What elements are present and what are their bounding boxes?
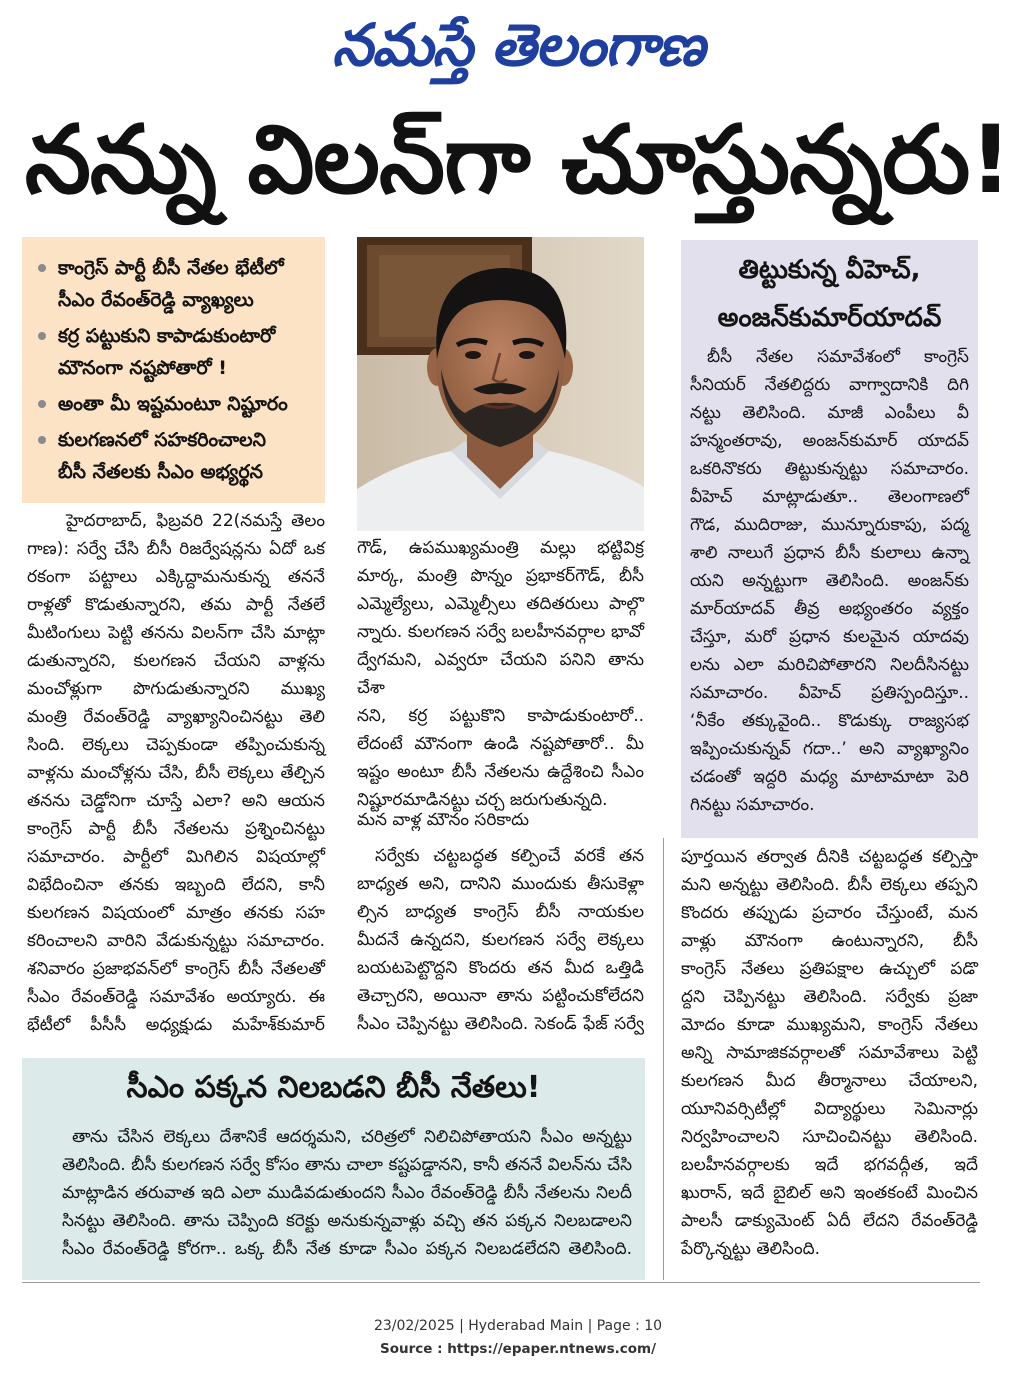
sidebar-body — [681, 342, 978, 819]
sidebar-line: లను ఎలా మరిచిపోతారని నిలదీసినట్టు — [690, 655, 969, 675]
story-line: సర్వేకు చట్టబద్ధత కల్పించే వరకే తన — [375, 846, 644, 866]
story-line: పేర్కొన్నట్టు తెలిసింది. — [681, 1239, 820, 1259]
highlight-text — [58, 424, 313, 488]
story-line: సీఎం చెప్పినట్టు తెలిసింది. సెకండ్ ఫేజ్ సర్వే — [357, 1014, 644, 1034]
story-line: ఇష్టం అంటూ బీసీ నేతలను ఉద్దేశించి సీఎం — [357, 762, 644, 782]
story-line: మంత్రి రేవంత్‌రెడ్డి వ్యాఖ్యానించినట్టు తెలి — [27, 707, 325, 727]
bullet-icon — [38, 264, 46, 272]
story-line: గాణ): సర్వే చేసి బీసీ రిజర్వేషన్లను ఏదో ఒక — [27, 539, 325, 559]
masthead — [0, 2, 1036, 88]
story-line: కాంగ్రెస్ పార్టీ బీసీ నేతలను ప్రశ్నించినట్టు — [27, 819, 325, 839]
highlight-line: కర్ర పట్టుకుని కాపాడుకుంటారో — [58, 325, 276, 347]
sidebar-heading — [681, 240, 978, 342]
highlight-line: కాంగ్రెస్ పార్టీ బీసీ నేతల భేటీలో — [58, 257, 284, 279]
story-line: కొందరు తప్పుడు ప్రచారం చేస్తుంటే, మన — [681, 903, 978, 923]
story-line: బాధ్యత అని, దానిని ముందుకు తీసుకెళ్లా — [357, 874, 644, 894]
story-line: పాలసీ డాక్యుమెంట్ ఏదీ లేదని రేవంత్‌రెడ్డి — [681, 1211, 978, 1231]
highlight-line: సీఎం రేవంత్‌రెడ్డి వ్యాఖ్యలు — [58, 289, 254, 311]
highlight-text — [58, 252, 313, 316]
story-line: నని, కర్ర పట్టుకొని కాపాడుకుంటారో.. — [357, 706, 644, 726]
story-line: రాళ్లతో కొడుతున్నారని, తమ పార్టీ నేతలే — [27, 595, 325, 615]
story-line: బయటపెట్టొద్దని కొందరు తన మీద ఒత్తిడి — [357, 958, 644, 978]
story-line: మోదం కూడా ముఖ్యమని, కాంగ్రెస్ నేతలు — [681, 1015, 978, 1035]
highlight-item — [36, 252, 313, 316]
story-line: తనను చెడ్డోనిగా చూస్తే ఎలా? అని ఆయన — [27, 791, 325, 811]
story-line: సింది. లెక్కలు చెప్పకుండా తప్పించుకున్న — [27, 735, 325, 755]
story-line: లేదంటే మౌనంగా ఉండి నష్టపోతారో.. మీ — [357, 734, 644, 754]
story-line: కులగణన విషయంలో మాత్రం తనకు సహ — [27, 903, 325, 923]
callout-line: తెలిసింది. బీసీ కులగణన సర్వే కోసం తాను చాలా కష్టపడ్డానని, కానీ తననే విలన్‌ను చేసి — [62, 1155, 632, 1175]
sidebar-line: చడంతో ఇద్దరి మధ్య మాటామాటా పెరి — [690, 767, 969, 787]
sidebar-line: నట్టు తెలిసింది. మాజీ ఎంపీలు వీ — [690, 403, 969, 423]
highlight-item — [36, 320, 313, 384]
story-line: ద్దని చెప్పినట్టు తెలిసింది. సర్వేకు ప్రజా — [681, 987, 978, 1007]
news-photo — [357, 237, 644, 531]
highlight-text — [58, 320, 313, 384]
story-line: రకంగా పట్టాలు ఎక్కిద్దామనుకున్న తననే — [27, 567, 325, 587]
story-line: నిష్టూరమాడినట్టు చర్చ జరుగుతున్నది. — [357, 790, 608, 810]
story-line: విభేదించినా తనకు ఇబ్బంది లేదని, కానీ — [27, 875, 325, 895]
sidebar-line: హన్మంతరావు, అంజన్‌కుమార్ యాదవ్ — [690, 431, 969, 451]
highlights-box — [22, 237, 325, 503]
story-line: సమాచారం. పార్టీలో మిగిలిన విషయాల్లో — [27, 847, 325, 867]
callout-line: తాను చేసిన లెక్కలు దేశానికే ఆదర్శమని, చరిత్రలో నిలిచిపోతాయని సీఎం అన్నట్టు — [72, 1127, 632, 1147]
portrait-photo — [357, 237, 644, 531]
story-line: ఎమ్మెల్యేలు, ఎమ్మెల్సీలు తదితరులు పాల్గొ — [357, 594, 644, 614]
story-line: వాళ్లు మౌనంగా ఉంటున్నారని, బీసీ — [681, 931, 978, 951]
story-line: తెచ్చారని, అయినా తాను పట్టించుకోలేదని — [357, 986, 644, 1006]
story-line: అన్ని సామాజికవర్గాలతో సమావేశాలు పెట్టి — [681, 1043, 978, 1063]
story-line: బలహీనవర్గాలకు ఇదే భగవద్గీత, ఇదే — [681, 1155, 978, 1175]
sidebar-line: మార్‌యాదవ్ తీవ్ర అభ్యంతరం వ్యక్తం — [690, 599, 969, 619]
sidebar-line: ‘నీకేం తక్కువైంది.. కొడుక్కు రాజ్యసభ — [690, 711, 969, 731]
story-line: మార్క, మంత్రి పొన్నం ప్రభాకర్‌గౌడ్, బీసీ — [357, 566, 644, 586]
story-line: శనివారం ప్రజాభవన్‌లో కాంగ్రెస్ బీసీ నేతలతో — [27, 959, 325, 979]
story-line: మీటింగులు పెట్టి తనను విలన్‌గా చేసి మాట్లా — [27, 623, 325, 643]
subheading: మన వాళ్ల మౌనం సరికాదు — [357, 810, 530, 830]
story-line: ల్సిన బాధ్యత కాంగ్రెస్ బీసీ నాయకుల — [357, 902, 644, 922]
sidebar-heading-line: తిట్టుకున్న వీహెచ్, — [738, 255, 921, 285]
sidebar-line: శాలి నాలుగే ప్రధాన బీసీ కులాలు ఉన్నా — [690, 543, 969, 563]
callout-box — [22, 1058, 645, 1280]
footer-dateline: 23/02/2025 | Hyderabad Main | Page : 10 — [373, 1318, 663, 1334]
story-column-3 — [681, 843, 978, 1273]
sidebar-heading-line: అంజన్‌కుమార్‌యాదవ్ — [717, 303, 942, 333]
bullet-icon — [38, 400, 46, 408]
callout-body — [22, 1123, 645, 1263]
story-line: గౌడ్, ఉపముఖ్యమంత్రి మల్లు భట్టివిక్ర — [357, 538, 644, 558]
bullet-icon — [38, 332, 46, 340]
sidebar-line: చేస్తూ, మరో ప్రధాన కులమైన యాదవు — [690, 627, 969, 647]
sidebar-line: గినట్టు సమాచారం. — [690, 795, 815, 815]
highlights-list — [22, 237, 325, 488]
highlight-line: బీసీ నేతలకు సీఎం అభ్యర్థన — [58, 461, 263, 483]
callout-line: సీఎం రేవంత్‌రెడ్డి కోరగా.. ఒక్క బీసీ నేత కూడా సీఎం పక్కన నిలబడలేదని తెలిసింది. — [62, 1239, 632, 1259]
story-column-2-top — [357, 534, 644, 810]
story-line: మంచోళ్లుగా పొగుడుతున్నారని ముఖ్య — [27, 679, 325, 699]
bullet-icon — [38, 436, 46, 444]
story-line: డుతున్నారని, కులగణన చేయని వాళ్లను — [27, 651, 325, 671]
column-rule — [663, 838, 664, 1280]
story-line: కాంగ్రెస్ నేతలు ప్రతిపక్షాల ఉచ్చులో పడొ — [681, 959, 978, 979]
story-line: వాళ్లను మంచోళ్లను చేసి, బీసీ లెక్కలు తేల్చిన — [27, 763, 325, 783]
bottom-rule — [22, 1282, 980, 1283]
highlight-line: అంతా మీ ఇష్టమంటూ నిష్టూరం — [58, 393, 288, 415]
callout-heading: సీఎం పక్కన నిలబడని బీసీ నేతలు! — [126, 1070, 541, 1105]
story-line: మని అన్నట్టు తెలిసింది. బీసీ లెక్కలు తప్పని — [681, 875, 978, 895]
sidebar-line: సీనియర్ నేతలిద్దరు వాగ్వాదానికి దిగి — [690, 375, 969, 395]
highlight-line: కులగణనలో సహకరించాలని — [58, 429, 266, 451]
sidebar-line: యని అన్నట్టుగా తెలిసింది. అంజన్‌కు — [690, 571, 969, 591]
story-line: న్నారు. కులగణన సర్వే బలహీనవర్గాల భావో — [357, 622, 644, 642]
highlight-line: మౌనంగా నష్టపోతారో ! — [58, 357, 227, 379]
story-line: నిర్వహించాలని సూచించినట్టు తెలిసింది. — [681, 1127, 978, 1147]
callout-line: సినట్టు తెలిసింది. తాను చెప్పింది కరెక్టు అనుకున్నవాళ్లు వచ్చి తన పక్కన నిలబడాలని — [62, 1211, 632, 1231]
highlight-item — [36, 424, 313, 488]
story-line: కులగణన మీద తీర్మానాలు చేయాలని, — [681, 1071, 978, 1091]
footer-source: Source : https://epaper.ntnews.com/ — [379, 1341, 657, 1357]
story-column-1 — [27, 507, 325, 1052]
story-column-2-bottom — [357, 842, 644, 1047]
sidebar-line: వీహెచ్ మాట్లాడుతూ.. తెలంగాణలో — [690, 487, 969, 507]
sidebar-line: ఇప్పించుకున్నవ్ గదా..’ అని వ్యాఖ్యానిం — [690, 739, 969, 759]
callout-line: మాట్లాడిన తరువాత ఇది ఎలా ముడివడుతుందని సీఎం రేవంత్‌రెడ్డి బీసీ నేతలను నిలదీ — [62, 1183, 632, 1203]
highlight-item — [36, 388, 313, 420]
highlight-text — [58, 388, 313, 420]
story-line: యూనివర్సిటీల్లో విద్యార్థులు సెమినార్లు — [681, 1099, 978, 1119]
sidebar-line: గౌడ, ముదిరాజు, మున్నూరుకాపు, పద్మ — [690, 515, 969, 535]
sidebar-line: బీసీ నేతల సమావేశంలో కాంగ్రెస్ — [707, 347, 969, 367]
story-line: హైదరాబాద్, ఫిబ్రవరి 22(నమస్తే తెలం — [66, 511, 325, 531]
masthead-logo: నమస్తే తెలంగాణ — [332, 11, 704, 79]
sidebar-box — [681, 240, 978, 838]
story-line: కరించాలని వారిని వేడుకున్నట్టు సమాచారం. — [27, 931, 325, 951]
story-line: ద్వేగమని, ఎవ్వరూ చేయని పనిని తాను చేశా — [357, 650, 644, 698]
sidebar-line: ఒకరినొకరు తిట్టుకున్నట్టు సమాచారం. — [690, 459, 969, 479]
story-line: పూర్తయిన తర్వాత దీనికి చట్టబద్ధత కల్పిస్తా — [681, 847, 978, 867]
story-line: మీదనే ఉన్నదని, కులగణన సర్వే లెక్కలు — [357, 930, 644, 950]
headline: నన్ను విలన్‌గా చూస్తున్నరు! — [24, 106, 1012, 215]
story-line: భేటీలో పీసీసీ అధ్యక్షుడు మహేశ్‌కుమార్ — [27, 1015, 325, 1035]
story-line: సీఎం రేవంత్‌రెడ్డి సమావేశం అయ్యారు. ఈ — [27, 987, 325, 1007]
sidebar-line: సమాచారం. వీహెచ్ ప్రతిస్పందిస్తూ.. — [690, 683, 969, 703]
story-line: ఖురాన్, ఇదే బైబిల్ అని ఇంతకంటే మించిన — [681, 1183, 978, 1203]
